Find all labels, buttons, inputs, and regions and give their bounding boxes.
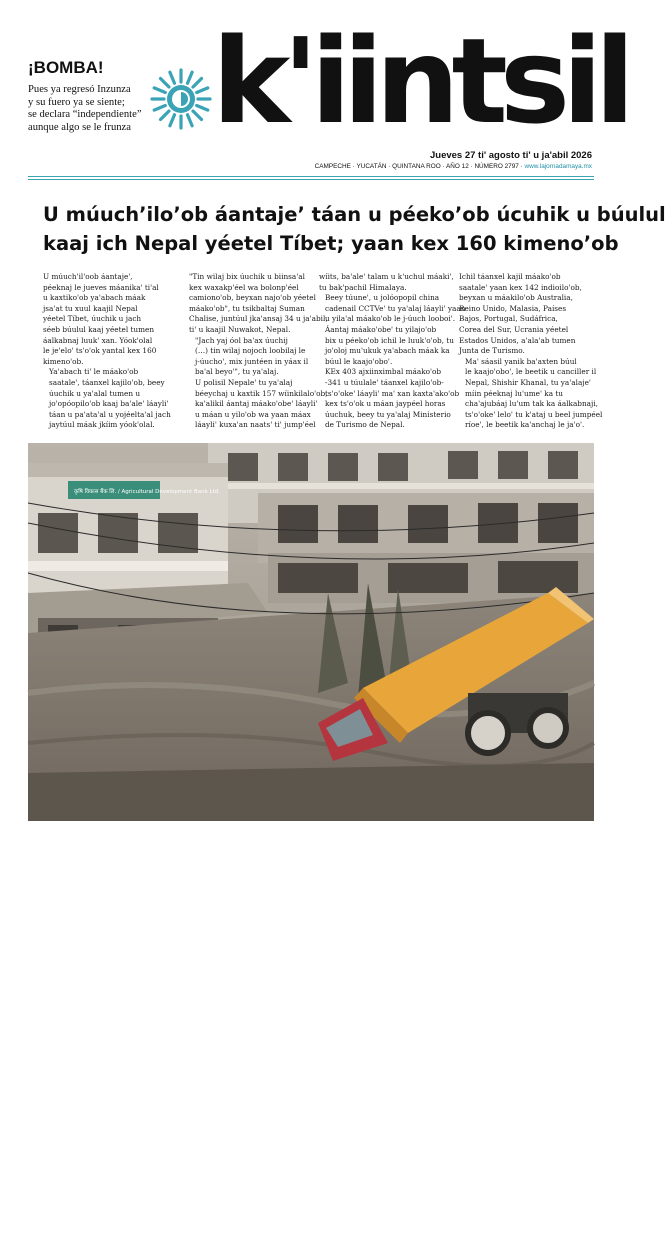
article-line: KEx 403 ajxiinximbal máako'ob: [325, 367, 442, 377]
article-line: Chalise, juntúul jka'ansaj 34 u ja'abil,: [189, 314, 328, 324]
article-line: Junta de Turismo.: [459, 346, 525, 356]
article-line: (…) tin wilaj nojoch loobilaj le: [195, 346, 306, 356]
article-line: kimeno'ob.: [43, 356, 84, 366]
bank-sign: कृषि विकास बैंक लि. / Agricultural Development Bank Ltd.: [74, 489, 220, 495]
article-paragraph: [189, 336, 317, 378]
article-line: camiono'ob, beyxan najo'ob yéetel: [189, 293, 316, 303]
promo-line: se declara “independiente”: [28, 109, 142, 121]
article-line: wíits, ba'ale' talam u k'uchul máaki',: [319, 272, 454, 281]
article-line: j-úucho', mix juntéen in yáax il: [195, 356, 309, 366]
article-line: Ya'abach ti' le máako'ob: [49, 367, 139, 377]
article-line: Beey túune', u jolóopopil china: [325, 293, 440, 303]
masthead-logo: k'iintsil: [212, 12, 628, 150]
promo-title: ¡BOMBA!: [28, 58, 104, 77]
article-paragraph: [319, 272, 454, 293]
article-line: séeb búulul kaaj yéetel tumen: [43, 324, 155, 334]
article-line: cha'ajubáaj lu'um tak ka áalkabnaji,: [465, 399, 598, 409]
article-column: [189, 272, 328, 431]
article-line: Bajos, Portugal, Sudáfrica,: [459, 314, 558, 324]
photo-credit-label: Oochel Ap: [60, 1244, 102, 1254]
photo-credit-agency: AFP / P 26: [60, 1233, 104, 1243]
article-line: Corea del Sur, Ucrania yéetel: [459, 324, 569, 334]
article-line: u yila'al máako'ob le j-úuch looboi'.: [325, 314, 456, 324]
edition-line: [315, 163, 592, 170]
article-line: ka'alikil áantaj máako'obe' láayli': [195, 399, 318, 409]
article-line: u kaxtiko'ob ya'abach máak: [43, 293, 146, 303]
article-line: ti' u kaajil Nuwakot, Nepal.: [189, 324, 291, 334]
article-line: péeknaj le jueves máanika' ti'al: [43, 282, 159, 292]
lead-photo: [28, 443, 594, 1254]
issue-date: Jueves 27 ti' agosto ti' u ja'abil 2026: [429, 150, 592, 161]
article-line: Reino Unido, Malasia, Países: [459, 303, 567, 313]
article-line: Estados Unidos, a'ala'ab tumen: [459, 335, 576, 345]
article-line: béeychaj u kaxtik 157 wíinkilalo'ob,: [195, 388, 328, 398]
article-line: cadenail CCTVe' tu ya'alaj láayli' yaan: [325, 303, 466, 313]
article-line: búul le kaajo'obo'.: [325, 356, 393, 366]
edition-info: CAMPECHE · YUCATÁN · QUINTANA ROO · AÑO 12 · NÚMERO 2797 ·: [314, 163, 525, 170]
article-paragraph: [43, 367, 171, 431]
site-link[interactable]: www.lajornadamaya.mx: [524, 163, 592, 170]
article-line: Nepal, Shishir Khanal, tu ya'alaje': [465, 377, 591, 387]
article-line: U múuch'il'oob áantaje',: [43, 272, 133, 281]
article-line: úuchik u ya'alal tumen u: [49, 388, 141, 398]
article-paragraph: [43, 272, 171, 367]
article-column: [43, 272, 171, 431]
article-line: ba'al beyo'", tu ya'alaj.: [195, 367, 279, 377]
article-line: jo'opóopilo'ob kaaj ba'ale' láayli': [49, 399, 169, 409]
promo-line: aunque algo se le frunza: [28, 121, 131, 133]
article-line: bix u péeko'ob ichil le luuk'o'ob, tu: [325, 335, 454, 345]
article-line: Ichil táanxel kajil máako'ob: [459, 272, 561, 281]
article-paragraph: [459, 356, 603, 431]
article-line: yéetel Tíbet, úuchik u jach: [43, 314, 142, 324]
article-line: jaytúul máak jkíim yóok'olal.: [49, 420, 155, 430]
article-line: úuchuk, beey tu ya'alaj Ministerio: [325, 409, 451, 419]
sun-emblem-icon: [150, 68, 212, 130]
article-line: míin péeknaj lu'ume' ka tu: [465, 388, 563, 398]
article-line: ts'o'oke' láayli' ma' xan kaxta'ako'ob: [325, 388, 460, 398]
article-line: áalkabnaj luuk' xan. Yóok'olal: [43, 335, 153, 345]
article-column: [319, 272, 466, 431]
article-line: le kaajo'obo', le beetik u canciller il: [465, 367, 597, 377]
article-paragraph: [189, 272, 328, 336]
article-paragraph: [319, 367, 460, 431]
divider: [28, 179, 594, 180]
divider: [28, 176, 594, 177]
photo-credit: [60, 1233, 103, 1255]
article-line: saatale' yaan kex 142 indioilo'ob,: [459, 282, 582, 292]
article-column: [459, 272, 603, 431]
promo-line: Pues ya regresó Inzunza: [28, 84, 131, 95]
article-line: u máan u yilo'ob wa yaan máax: [195, 409, 311, 419]
article-line: Áantaj máako'obe' tu yilajo'ob: [325, 324, 437, 334]
article-line: U polisil Nepale' tu ya'alaj: [195, 377, 293, 387]
article-line: -341 u túulale' táanxel kajilo'ob-: [325, 377, 444, 387]
article-paragraph: [319, 293, 466, 325]
headline: [43, 200, 666, 258]
article-line: jsa'at tu xuul kaajil Nepal: [43, 303, 138, 313]
headline-line: kaaj ich Nepal yéetel Tíbet; yaan kex 160 kimeno’ob: [43, 232, 619, 255]
article-line: Ma' sáasil yanik ba'axten búul: [465, 356, 577, 366]
article-paragraph: [459, 272, 587, 357]
article-line: "Tin wilaj bix úuchik u biinsa'al: [189, 272, 305, 281]
article-line: táan u pa'ata'al u yojéelta'al jach: [49, 409, 171, 419]
article-line: saatale', táanxel kajilo'ob, beey: [49, 377, 165, 387]
article-paragraph: [189, 377, 328, 431]
article-line: kex waxakp'éel wa bolonp'éel: [189, 282, 299, 292]
article-line: kex ts'o'ok u máan jaypéel horas: [325, 399, 446, 409]
article-line: ts'o'oke' lelo' tu k'ataj u beel jumpéel: [465, 409, 603, 419]
promo-line: y su fuero ya se siente;: [28, 96, 125, 108]
article-line: láayli' kuxa'an naats' ti' jump'éel: [195, 420, 316, 430]
article-line: ríoe', le beetik ka'anchaj le ja'o'.: [465, 420, 585, 430]
article-line: de Turismo de Nepal.: [325, 420, 405, 430]
article-line: jo'oloj mu'ukuk ya'abach máak ka: [325, 346, 450, 356]
article-line: "Jach yaj óol ba'ax úuchij: [195, 335, 288, 345]
article-line: máako'ob", tu tsikbaltaj Suman: [189, 303, 305, 313]
article-line: beyxan u máakilo'ob Australia,: [459, 293, 573, 303]
article-paragraph: [319, 324, 454, 367]
article-line: tu bak'pachil Himalaya.: [319, 282, 407, 292]
headline-line: U múuch’ilo’ob áantaje’ táan u péeko’ob úcuhik u búulul: [43, 203, 666, 226]
article-line: le je'elo' ts'o'ok yantal kex 160: [43, 346, 157, 356]
